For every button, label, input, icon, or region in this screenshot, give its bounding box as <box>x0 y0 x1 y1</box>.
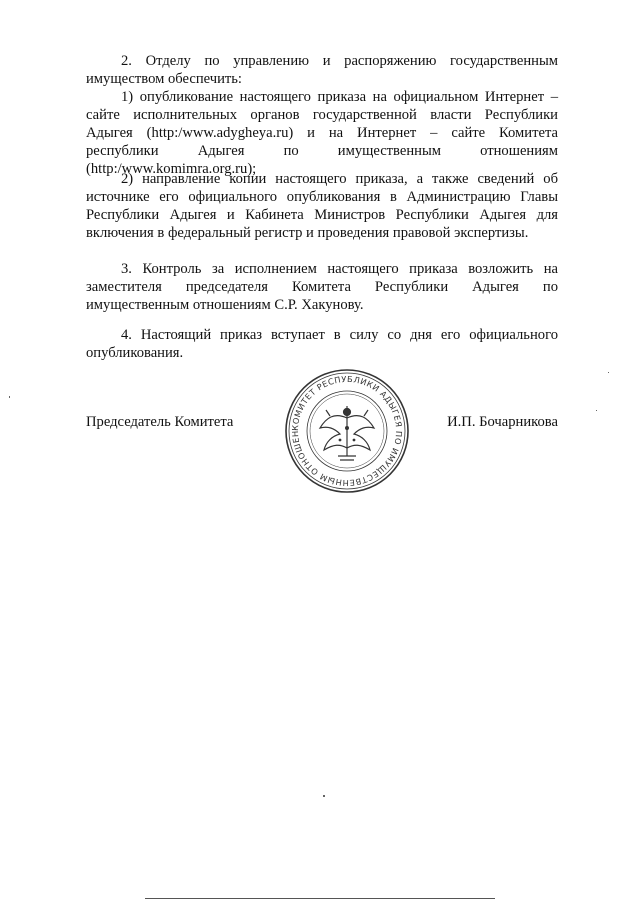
paragraph-2-1: 1) опубликование настоящего приказа на официальном Интернет – сайте исполнительных органов государственной власти Республики Адыгея (http:/www.adygheya.ru) и на Интернет – сайте Комитета республики Адыгея по имущественным отношениям (http:/www.komimra.org.ru); <box>86 89 558 177</box>
paragraph-4: 4. Настоящий приказ вступает в силу со дня его официального опубликования. <box>86 327 558 361</box>
signatory-name: И.П. Бочарникова <box>447 414 558 430</box>
scan-speck <box>9 396 10 398</box>
seal-text: КОМИТЕТ РЕСПУБЛИКИ АДЫГЕЯ ПО ИМУЩЕСТВЕННЫМ ОТНОШЕН <box>289 373 405 489</box>
emblem-icon <box>320 406 374 460</box>
page-bottom-rule <box>145 898 495 899</box>
scan-speck <box>608 372 609 373</box>
scan-speck <box>323 795 325 797</box>
paragraph-2-2: 2) направление копии настоящего приказа, а также сведений об источнике его официального опубликования в Администрацию Главы Республики Адыгея и Кабинета Министров Республики Адыгея для включения в федеральный регистр и проведения правовой экспертизы. <box>86 171 558 241</box>
paragraph-3: 3. Контроль за исполнением настоящего приказа возложить на заместителя председателя Комитета Республики Адыгея по имущественным отношениям С.Р. Хакунову. <box>86 261 558 313</box>
paragraph-2: 2. Отделу по управлению и распоряжению государственным имуществом обеспечить: <box>86 53 558 87</box>
signatory-position: Председатель Комитета <box>86 414 234 430</box>
official-seal-stamp <box>282 366 412 496</box>
scan-speck <box>596 410 597 411</box>
